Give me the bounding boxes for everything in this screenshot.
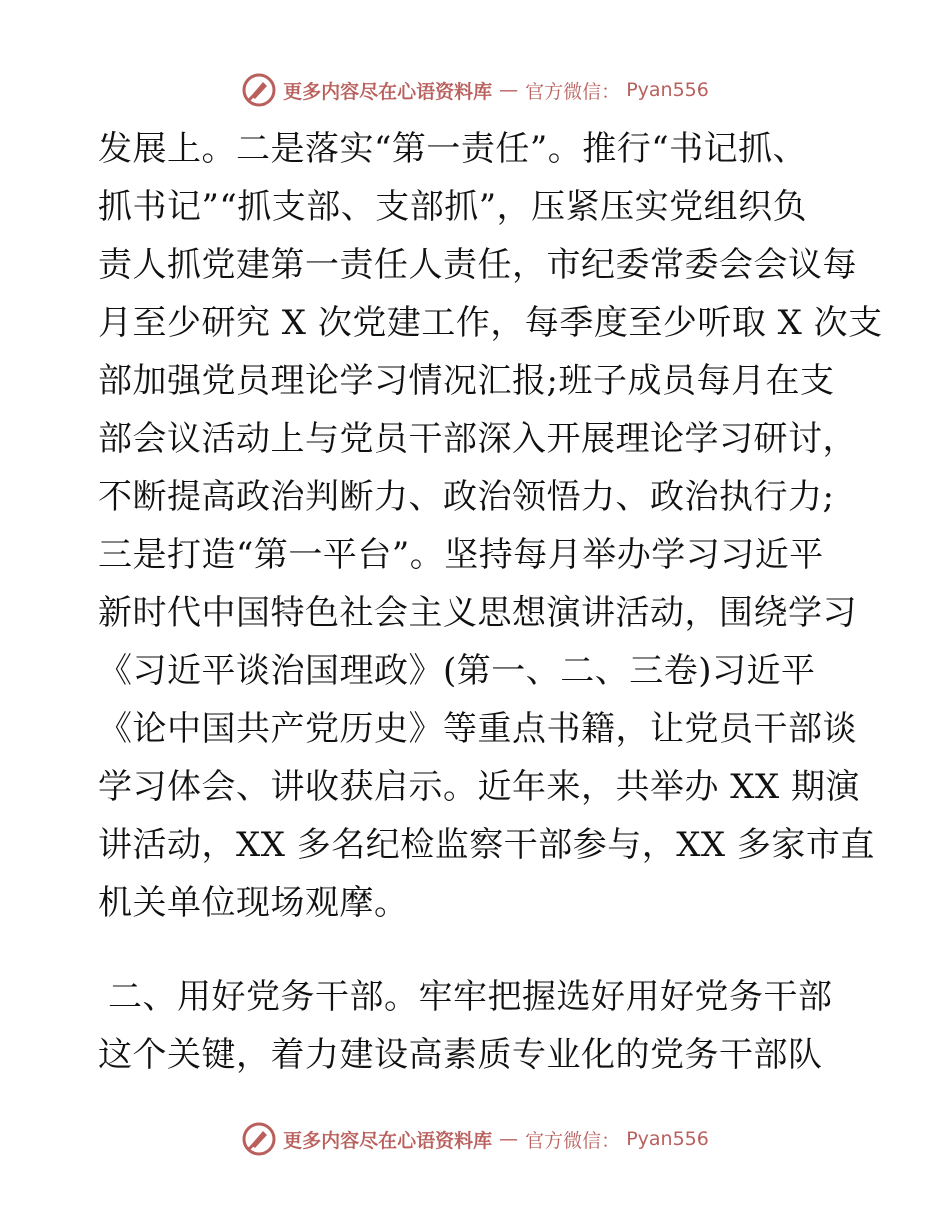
body-line: 三是打造“第一平台”。坚持每月举办学习习近平 [98, 535, 824, 575]
separator-dash: — [499, 1128, 519, 1150]
body-line: 学习体会、讲收获启示。近年来，共举办 XX 期演 [98, 767, 861, 807]
body-line: 《习近平谈治国理政》(第一、二、三卷)习近平 [98, 651, 816, 691]
brand-logo-icon [241, 72, 277, 108]
official-label: 官方微信： [525, 1129, 621, 1152]
body-line: 新时代中国特色社会主义思想演讲活动，围绕学习 [98, 593, 857, 633]
body-line: 月至少研究 X 次党建工作，每季度至少听取 X 次支 [98, 303, 883, 343]
body-line: 机关单位现场观摩。 [98, 883, 409, 923]
brand-text: 更多内容尽在心语资料库 [283, 80, 493, 103]
brand-text: 更多内容尽在心语资料库 [283, 1129, 493, 1152]
body-line: 责人抓党建第一责任人责任，市纪委常委会会议每 [98, 245, 857, 285]
wechat-handle: Pyan556 [626, 1128, 709, 1150]
header-watermark [0, 70, 950, 110]
document-body [98, 120, 883, 1084]
body-line: 不断提高政治判断力、政治领悟力、政治执行力; [98, 477, 835, 517]
separator-dash: — [499, 79, 519, 101]
body-line: 发展上。二是落实“第一责任”。推行“书记抓、 [98, 129, 808, 169]
body-line: 讲活动，XX 多名纪检监察干部参与，XX 多家市直 [98, 825, 875, 865]
paragraph-gap [98, 932, 858, 968]
body-line: 二、用好党务干部。牢牢把握选好用好党务干部 [108, 977, 833, 1017]
official-label: 官方微信： [525, 80, 621, 103]
body-line: 这个关键，着力建设高素质专业化的党务干部队 [98, 1035, 823, 1075]
brand-logo-icon [241, 1121, 277, 1157]
body-line: 部会议活动上与党员干部深入开展理论学习研讨， [98, 419, 857, 459]
wechat-handle: Pyan556 [626, 79, 709, 101]
body-line: 部加强党员理论学习情况汇报;班子成员每月在支 [98, 361, 835, 401]
body-line: 抓书记”“抓支部、支部抓”，压紧压实党组织负 [98, 187, 808, 227]
body-line: 《论中国共产党历史》等重点书籍，让党员干部谈 [98, 709, 857, 749]
footer-watermark [0, 1119, 950, 1159]
